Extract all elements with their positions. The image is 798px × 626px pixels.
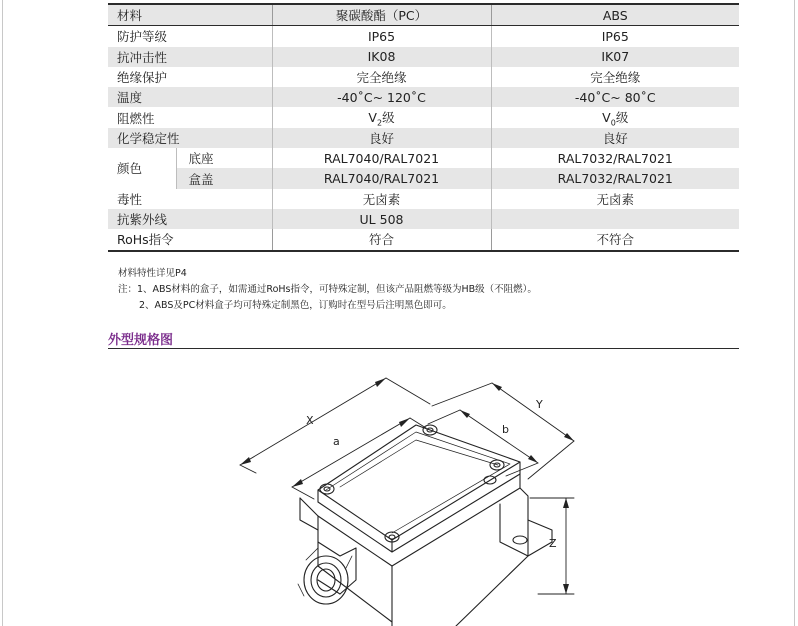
row-label: 抗紫外线 <box>108 209 272 229</box>
arrow <box>528 455 538 463</box>
dim-label-z: Z <box>549 537 557 550</box>
dim-label-a: a <box>333 435 340 448</box>
right-mount-lug <box>500 504 552 556</box>
row-label: 化学稳定性 <box>108 128 272 148</box>
row-label: 阻燃性 <box>117 110 155 126</box>
row-label: 防护等级 <box>117 29 168 45</box>
header-abs: ABS <box>491 4 739 26</box>
row-label: 抗冲击性 <box>108 47 272 67</box>
lug-hole <box>513 536 527 544</box>
arrow <box>375 378 386 387</box>
pc-value: IP65 <box>272 26 491 47</box>
pc-value: UL 508 <box>272 209 491 229</box>
abs-value: 完全绝缘 <box>491 67 739 87</box>
abs-flame-suffix: 级 <box>615 109 629 125</box>
ext-y-left <box>432 383 492 406</box>
color-base-pc: RAL7040/RAL7021 <box>272 148 491 168</box>
ext-a-left <box>292 487 314 499</box>
color-lid-abs: RAL7032/RAL7021 <box>491 168 739 188</box>
pc-flame-sub: 2 <box>376 118 383 128</box>
abs-value: -40˚C~ 80˚C <box>491 87 739 107</box>
row-label: RoHs指令 <box>108 229 272 250</box>
arrow <box>460 410 470 418</box>
abs-value: 良好 <box>491 128 739 148</box>
lid-inner-edge-2 <box>340 440 498 487</box>
pc-value: 良好 <box>272 128 491 148</box>
arrow <box>292 479 303 487</box>
pc-value: IK08 <box>272 47 491 67</box>
arrow <box>564 433 574 441</box>
screw-head-icon <box>389 535 395 539</box>
dim-label-x: X <box>306 414 314 427</box>
pc-value: 完全绝缘 <box>272 67 491 87</box>
color-lid-label: 盒盖 <box>176 168 272 188</box>
dim-label-b: b <box>502 423 509 436</box>
header-material: 材料 <box>108 4 272 26</box>
ext-b-left <box>428 410 460 424</box>
note-2: 2、ABS及PC材料盒子均可特殊定制黑色，订购时在型号后注明黑色即可。 <box>139 300 452 311</box>
abs-value: IP65 <box>491 26 739 47</box>
pc-value: 无卤素 <box>272 189 491 209</box>
ext-x-right <box>386 378 430 404</box>
body-lid-seam <box>318 516 392 566</box>
abs-flame-sub: 0 <box>610 118 616 128</box>
pc-flame-prefix: V <box>368 109 377 125</box>
color-base-label: 底座 <box>176 148 272 168</box>
enclosure-body <box>300 425 552 626</box>
arrow <box>563 498 569 508</box>
ext-b-right <box>506 463 538 476</box>
header-pc: 聚碳酸酯（PC） <box>272 4 491 26</box>
body-left-edge <box>300 498 392 626</box>
note-1: 注：1、ABS材料的盒子，如需通过RoHs指令，可特殊定制，但该产品阻燃等级为HB级（不阻燃）。 <box>118 284 537 295</box>
abs-value: IK07 <box>491 47 739 67</box>
pc-value: 符合 <box>272 229 491 250</box>
abs-value: 不符合 <box>491 229 739 250</box>
arrow <box>399 418 410 427</box>
pc-flame-suffix: 级 <box>382 109 395 125</box>
pc-value: -40˚C~ 120˚C <box>272 87 491 107</box>
gland-facets <box>298 548 352 596</box>
color-group-label: 颜色 <box>108 148 176 189</box>
dimension-arrows <box>240 378 574 594</box>
lid-bottom-edge <box>318 474 520 552</box>
body-right-face <box>392 488 528 626</box>
ext-x-left <box>240 465 256 473</box>
row-label: 温度 <box>108 87 272 107</box>
color-base-abs: RAL7032/RAL7021 <box>491 148 739 168</box>
material-reference-note: 材料特性详见P4 <box>118 268 187 279</box>
dimension-lines <box>240 378 574 594</box>
row-label: 毒性 <box>117 191 143 207</box>
color-lid-pc: RAL7040/RAL7021 <box>272 168 491 188</box>
abs-value: 无卤素 <box>491 189 739 209</box>
dim-label-y: Y <box>536 398 543 411</box>
lid-inner-edge <box>326 432 510 533</box>
dim-a-line <box>292 418 410 487</box>
arrow <box>563 584 569 594</box>
section-title: 外型规格图 <box>108 333 174 348</box>
ext-a-right <box>410 418 426 428</box>
arrow <box>492 383 502 391</box>
arrow <box>240 457 251 465</box>
abs-flame-prefix: V <box>602 109 611 125</box>
row-label: 绝缘保护 <box>117 70 168 86</box>
